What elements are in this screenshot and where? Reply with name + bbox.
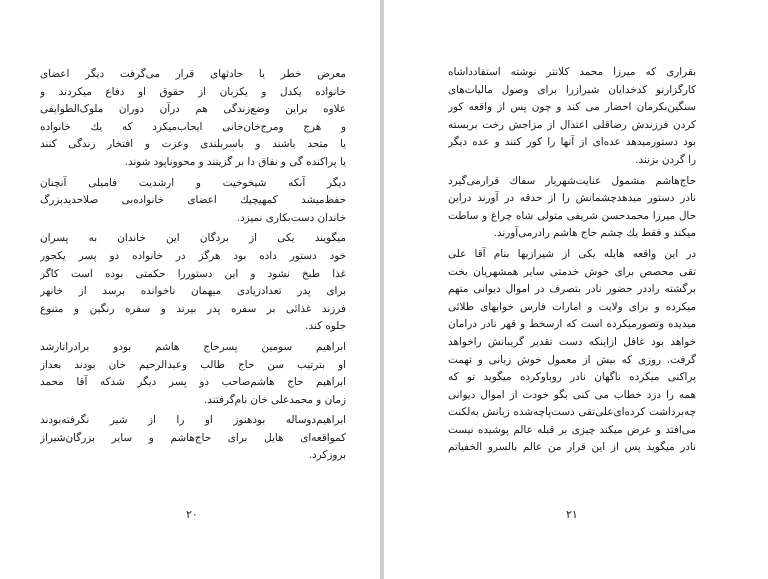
text-line: ابراهیم سومین پسرحاج هاشم بودو برادرانارشد	[40, 340, 346, 353]
text-line: برگشته راددر حضور نادر بتصرف در اموال دیوانی متهم	[448, 283, 696, 296]
text-line: برای پدر تعدادزیادی میهمان ناخوانده برسد از خانهر	[40, 285, 346, 298]
text-line: یا متحد باشند و باسربلندی وعزت و افتخار زندگی کنند	[40, 138, 346, 151]
text-line: زمان و محمدعلی خان نام‌گرفتند.	[203, 393, 346, 406]
text-line: کردن فرزندش رضاقلی اعتدال از مزاجش رخت بربسته	[448, 118, 696, 131]
left-page-text	[40, 66, 346, 465]
text-line: بروزکرد.	[308, 449, 346, 462]
text-line: در این واقعه هایله یکی از شیرازیها بنام آقا علی	[448, 247, 696, 260]
text-line: خود دستور داده بود هرگز در خانواده دو پسر یکجور	[40, 249, 346, 262]
text-line: ابراهیم حاج هاشم‌صاحب دو پسر دیگر شدکه آقا محمد	[40, 376, 346, 389]
text-line: میکرده و برای ولایت و امارات فارس خوابهای طلائی	[448, 300, 696, 313]
text-line: تقی محصص برای خوش خدمتی سایر همشهریان بخت	[448, 265, 696, 278]
text-line: او بترتیب سن حاج طالب وعبدالرحیم خان بودند بعداز	[40, 358, 346, 371]
text-line: معرض خطر یا حادثهای قرار می‌گرفت دیگر اعضای	[40, 68, 346, 80]
text-line: حفظ‌میشد کمهیچیك اعضای خانواده‌بی صلاحدیدبزرگ	[40, 194, 346, 207]
text-line: حال میرزا محمدحسن شریفی متولی شاه چراغ و ساطت	[448, 209, 696, 222]
text-line: را گردن بزنند.	[635, 153, 696, 166]
text-line: غذا طبخ نشود و این دستوررا حکمتی بوده است کاگر	[40, 267, 346, 280]
right-page	[384, 0, 768, 579]
text-line: حاج‌هاشم مشمول عنایت‌شهریار سفاك قرارمی‌گیرد	[448, 174, 696, 187]
text-line: نادر دستور میدهدچشمانش را از حدقه در آورند دراین	[448, 192, 696, 205]
text-line: و هرج ومرج‌خان‌خانی ایجاب‌میکرد که یك خانواده	[40, 120, 346, 133]
text-line: بقراری که میرزا محمد کلانتر نوشته استفادداشاه	[448, 66, 696, 78]
text-line: خواهد بود غافل ازاینکه دست تقدیر گریبانش راخواهد	[448, 335, 696, 348]
right-page-text	[448, 64, 696, 457]
text-line: دیگر آنکه شیخوخیت و ارشدیت فامیلی آنچنان	[40, 176, 346, 189]
text-line: می‌افتد و عرض میکند چیزی بر قبله عالم پوشیده نیست	[448, 423, 696, 436]
right-page-number: ۲۱	[566, 508, 578, 521]
text-line: گرفت. روزی که بیش از معمول خوش زبانی و تهمت	[448, 353, 696, 366]
text-line: فرزند غذائی بر سفره پدر بیرند و سفره رنگین و متنوع	[40, 302, 346, 315]
text-line: سنگین‌بکرمان احضار می کند و چون پس از واقعه کور	[448, 101, 696, 114]
text-line: جلوه کند.	[305, 320, 346, 333]
text-line: پراکنی میکرده ناگهان نادر روباوکرده میگوید تو که	[448, 371, 696, 384]
text-line: چه‌برداشت کرده‌ای‌علی‌تقی دست‌پاچه‌شده زبانش به‌لکنت	[448, 406, 696, 419]
text-line: ابراهیم‌دوساله بودهنوز او را از شیر نگرفته‌بودند	[40, 414, 346, 427]
text-line: علاوه براین وضع‌زندگی هم درآن دوران ملوک‌الطوایفی	[40, 103, 346, 116]
text-line: خاندان دست‌بکاری نمیزد.	[236, 211, 346, 224]
text-line: همه را دزد خطاب می کنی بگو خودت از اموال دیوانی	[448, 388, 696, 401]
text-line: خانواده یکدل و یکزبان از حقوق او دفاع میکردند و	[40, 85, 346, 98]
text-line: یا پراکنده گی و نفاق دا بر گزینند و محووناپود شوند.	[124, 155, 346, 168]
left-page	[0, 0, 380, 579]
text-line: میکند و فقط یك چشم حاج هاشم رادرمی‌آورند.	[493, 227, 696, 240]
text-line: کمواقعه‌ای هایل برای حاج‌هاشم و سایر بزرگان‌شیراز	[40, 431, 346, 444]
text-line: کارگزارنو کدخدایان شیرازرا برای وصول مالیات‌های	[448, 83, 696, 96]
text-line: میگویند یکی از بردگان این خاندان به پسران	[40, 232, 346, 245]
left-page-number: ۲۰	[186, 508, 198, 521]
text-line: نادر میگوید پس از این قرار من عالم بالسرو الخفیاتم	[448, 441, 696, 454]
text-line: بود دستورمیدهد عده‌ای از آنها را کور کنند و عده دیگر	[448, 136, 696, 149]
text-line: میدیده وتصورمیکرده است که ازسخط و قهر نادر درامان	[448, 318, 696, 331]
